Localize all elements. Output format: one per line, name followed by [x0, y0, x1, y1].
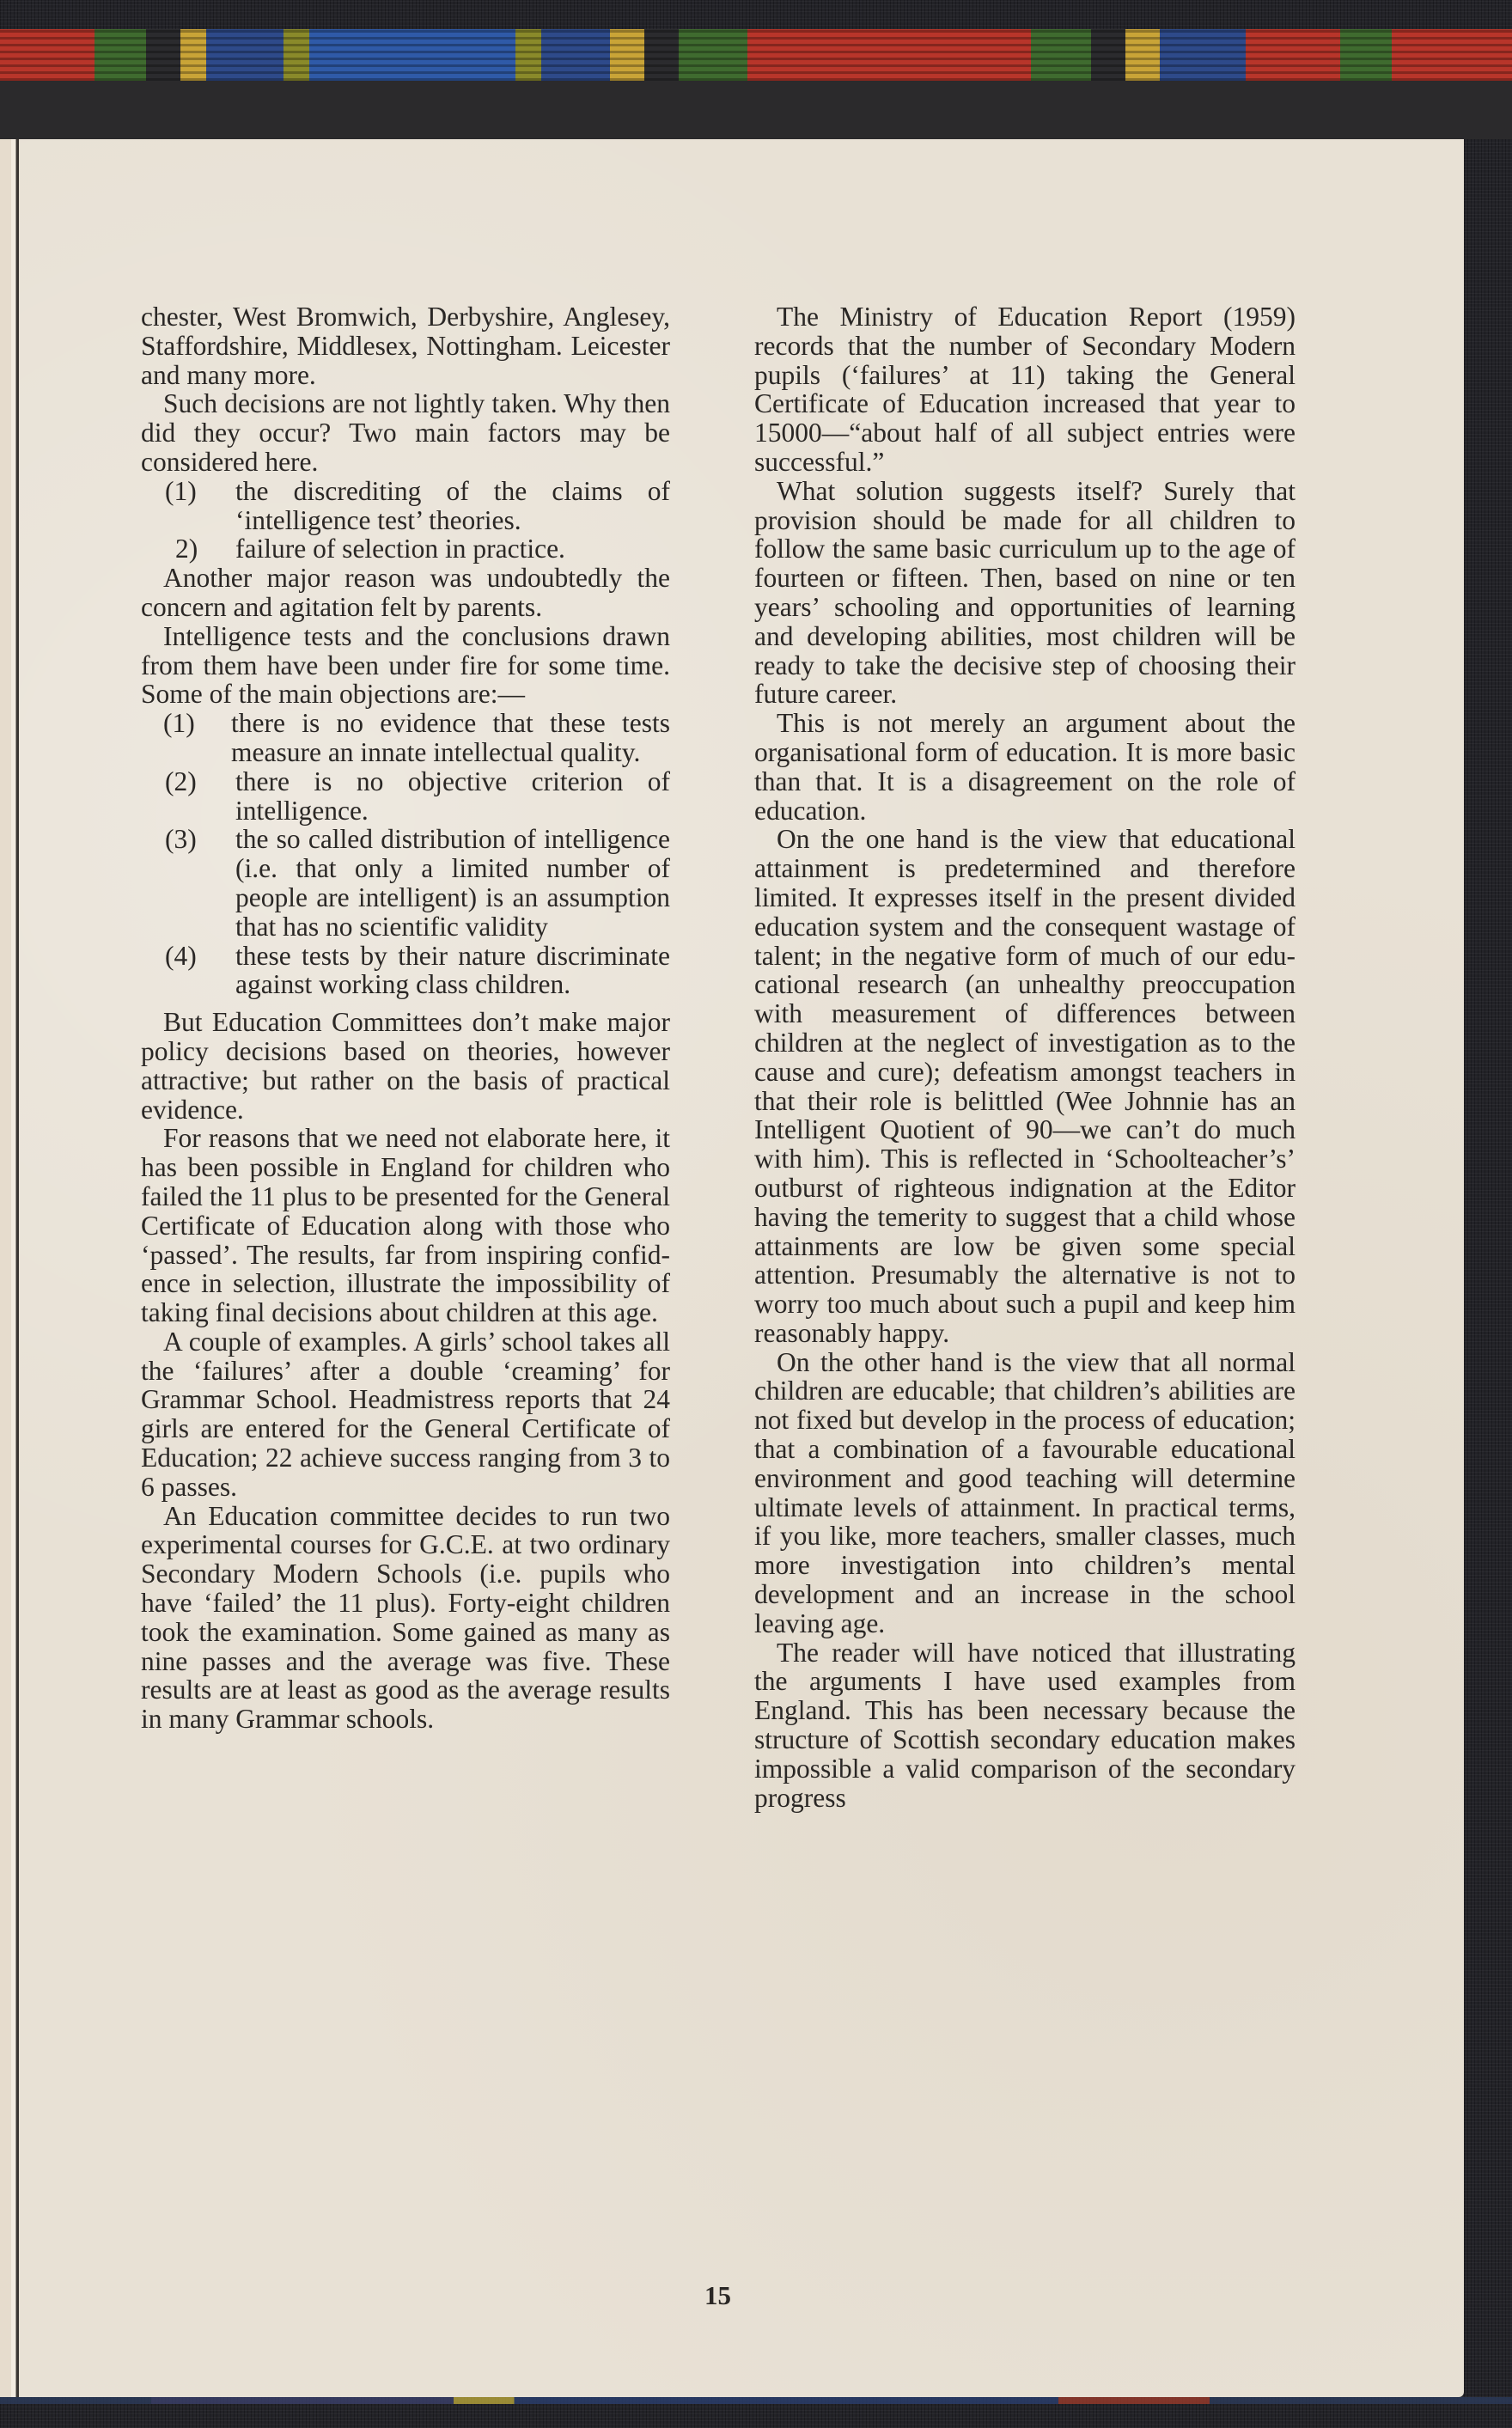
list-item	[141, 709, 670, 767]
paragraph: The reader will have noticed that illustrating the arguments I have used examples from England. This has been necessary because the structure of Scottish secondary education makes impossible a valid comparison of the secondary progress	[754, 1637, 1296, 1813]
list-number: (3)	[165, 824, 197, 855]
list-number: (1)	[165, 475, 197, 506]
paragraph: But Education Committees don’t make major policy decisions based on theories, however attractive; but rather on the basis of practical evidence.	[141, 1007, 670, 1125]
paragraph: Intelligence tests and the conclusions drawn from them have been under fire for some time. Some of the main objections are:—	[141, 620, 670, 710]
list-item	[141, 477, 670, 535]
list-text: the so called distribution of intelligence (i.e. that only a limited number of people are intelligent) is an assumption that has no scientific validity	[235, 824, 670, 942]
paragraph: Such decisions are not lightly taken. Why then did they occur? Two main factors may be considered here.	[141, 388, 670, 477]
list-number: (2)	[165, 766, 197, 796]
list-text: these tests by their nature discriminate against working class children.	[235, 940, 670, 1000]
right-column	[754, 302, 1296, 1812]
list-item	[141, 942, 670, 1000]
tartan-border-strip	[0, 29, 1512, 81]
paragraph: The Ministry of Education Report (1959) records that the number of Secondary Modern pupils (‘failures’ at 11) taking the General Certificate of Education increased that year to 15000—“about half of all subject entries were successful.”	[754, 302, 1296, 477]
paragraph: What solution suggests itself? Surely that provision should be made for all children to follow the same basic curriculum up to the age of fourteen or fifteen. Then, based on nine or ten years’ schooling and opportunities of learning and developing abilities, most children will be ready to take the decisive step of choosing their future career.	[754, 475, 1296, 710]
page-spine-edge	[0, 139, 19, 2397]
paragraph: An Education committee decides to run two experimental courses for G.C.E. at two ordinary Secondary Modern Schools (i.e. pupils who have ‘failed’ the 11 plus). Forty-eight children took the examination. Some gained as many as nine passes and the average was five. These results are at least as good as the average results in many Grammar schools.	[141, 1500, 670, 1735]
list-item	[141, 534, 670, 564]
paragraph: On the other hand is the view that all normal children are educable; that children’s abilities are not fixed but develop in the process of education; that a combination of a favourable educational environment and good teaching will determine ultimate levels of attainment. In practical terms, if you like, more teachers, smaller classes, much more investigation into children’s mental development and an increase in the school leaving age.	[754, 1346, 1296, 1638]
list-text: there is no evidence that these tests measure an innate intellectual quality.	[231, 708, 670, 767]
list-item	[141, 825, 670, 941]
paragraph: A couple of examples. A girls’ school takes all the ‘failures’ after a double ‘creaming’ for Grammar School. Headmistress reports that 24 girls are entered for the General Certificate of Education; 22 achieve success ranging from 3 to 6 passes.	[141, 1326, 670, 1502]
list-number: 2)	[175, 534, 198, 564]
binding-inner-edge	[0, 81, 1512, 139]
list-number: (1)	[163, 708, 195, 739]
list-text: there is no objective criterion of intelligence.	[235, 766, 670, 826]
list-text: the discrediting of the claims of ‘intelligence test’ theories.	[235, 475, 670, 535]
paragraph: For reasons that we need not elaborate here, it has been possible in England for children who failed the 11 plus to be presented for the General Certificate of Education along with those who ‘passed’. The results, far from inspiring confidence in selection, illustrate the impossibility of taking final decisions about children at this age.	[141, 1123, 670, 1328]
bottom-tartan-edge	[0, 2397, 1512, 2404]
left-column	[141, 302, 670, 1734]
paragraph: chester, West Bromwich, Derbyshire, Anglesey, Staffordshire, Middlesex, Nottingham. Leicester and many more.	[141, 302, 670, 390]
list-number: (4)	[165, 940, 197, 971]
paragraph: This is not merely an argument about the organisational form of education. It is more basic than that. It is a disagreement on the role of education.	[754, 708, 1296, 826]
list-item	[141, 767, 670, 826]
paragraph: On the one hand is the view that educational attainment is predetermined and therefore limited. It expresses itself in the present divided education system and the consequent wastage of talent; in the negative form of much of our educational research (an unhealthy preoccupation with measurement of differences between children at the neglect of investigation as to the cause and cure); defeatism amongst teachers in that their role is belittled (Wee Johnnie has an Intelligent Quotient of 90—we can’t do much with him). This is reflected in ‘Schoolteacher’s’ outburst of righteous indignation at the Editor having the temerity to suggest that a child whose attainments are low be given some special attention. Presumably the alternative is not to worry too much about such a pupil and keep him reasonably happy.	[754, 824, 1296, 1348]
list-text: failure of selection in practice.	[235, 534, 565, 564]
page-number: 15	[704, 2280, 731, 2310]
paragraph: Another major reason was undoubtedly the concern and agitation felt by parents.	[141, 563, 670, 622]
